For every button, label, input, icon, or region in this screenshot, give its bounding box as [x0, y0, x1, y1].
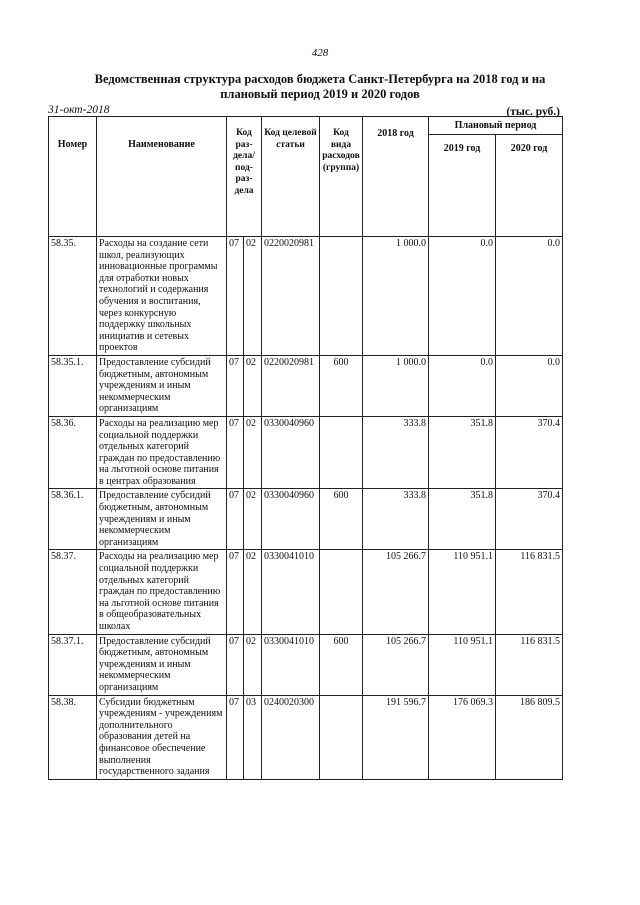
header-2018: 2018 год [363, 117, 429, 237]
row-value-2019: 0.0 [429, 355, 496, 416]
table-body [49, 237, 563, 780]
row-subsection: 02 [244, 416, 262, 489]
table-row [49, 237, 563, 356]
row-name: Расходы на создание сети школ, реализующих инновационные программы для отработки новых технологий и содержания обучения и воспитания, через конкурсную поддержку школьных инициатив и сетевых проектов [97, 237, 227, 356]
row-value-2020: 0.0 [496, 237, 563, 356]
row-target-code: 0240020300 [262, 695, 320, 779]
row-expense-type: 600 [320, 634, 363, 695]
table-row [49, 489, 563, 550]
row-value-2019: 110 951.1 [429, 550, 496, 634]
row-number: 58.37.1. [49, 634, 97, 695]
row-expense-type [320, 550, 363, 634]
row-value-2018: 333.8 [363, 416, 429, 489]
header-section-code: Код раз-дела/ под-раз-дела [227, 117, 262, 237]
row-section: 07 [227, 489, 244, 550]
row-number: 58.38. [49, 695, 97, 779]
row-expense-type: 600 [320, 489, 363, 550]
row-section: 07 [227, 355, 244, 416]
row-subsection: 02 [244, 550, 262, 634]
header-expense-type: Код вида расходов (группа) [320, 117, 363, 237]
row-section: 07 [227, 634, 244, 695]
row-target-code: 0330041010 [262, 634, 320, 695]
row-section: 07 [227, 416, 244, 489]
row-expense-type [320, 695, 363, 779]
row-number: 58.36.1. [49, 489, 97, 550]
row-section: 07 [227, 695, 244, 779]
row-name: Предоставление субсидий бюджетным, автономным учреждениям и иным некоммерческим организациям [97, 355, 227, 416]
row-value-2020: 186 809.5 [496, 695, 563, 779]
header-2019: 2019 год [429, 135, 496, 237]
row-section: 07 [227, 237, 244, 356]
units-label: (тыс. руб.) [506, 106, 560, 118]
table-row [49, 355, 563, 416]
row-section: 07 [227, 550, 244, 634]
report-date: 31-окт-2018 [48, 104, 110, 116]
row-subsection: 02 [244, 634, 262, 695]
row-target-code: 0220020981 [262, 355, 320, 416]
header-planned-period: Плановый период [429, 117, 563, 135]
table-row [49, 550, 563, 634]
row-subsection: 02 [244, 489, 262, 550]
header-number: Номер [49, 117, 97, 237]
row-value-2020: 0.0 [496, 355, 563, 416]
header-2020: 2020 год [496, 135, 563, 237]
row-name: Субсидии бюджетным учреждениям - учреждениям дополнительного образования детей на финансовое обеспечение выполнения государственного задания [97, 695, 227, 779]
row-target-code: 0220020981 [262, 237, 320, 356]
row-number: 58.35.1. [49, 355, 97, 416]
row-expense-type: 600 [320, 355, 363, 416]
header-target-code: Код целевой статьи [262, 117, 320, 237]
row-target-code: 0330040960 [262, 416, 320, 489]
page-number: 428 [311, 47, 329, 59]
row-value-2019: 351.8 [429, 416, 496, 489]
row-subsection: 03 [244, 695, 262, 779]
row-value-2020: 370.4 [496, 489, 563, 550]
row-name: Предоставление субсидий бюджетным, автономным учреждениям и иным некоммерческим организациям [97, 489, 227, 550]
row-value-2018: 1 000.0 [363, 355, 429, 416]
row-subsection: 02 [244, 355, 262, 416]
row-value-2019: 110 951.1 [429, 634, 496, 695]
row-subsection: 02 [244, 237, 262, 356]
row-value-2018: 191 596.7 [363, 695, 429, 779]
row-value-2019: 0.0 [429, 237, 496, 356]
row-value-2018: 333.8 [363, 489, 429, 550]
row-value-2020: 116 831.5 [496, 634, 563, 695]
row-number: 58.37. [49, 550, 97, 634]
row-number: 58.36. [49, 416, 97, 489]
row-value-2018: 1 000.0 [363, 237, 429, 356]
row-number: 58.35. [49, 237, 97, 356]
row-expense-type [320, 416, 363, 489]
row-value-2019: 176 069.3 [429, 695, 496, 779]
row-value-2019: 351.8 [429, 489, 496, 550]
row-target-code: 0330041010 [262, 550, 320, 634]
page-title: Ведомственная структура расходов бюджета Санкт-Петербурга на 2018 год и на плановый период 2019 и 2020 годов [94, 72, 546, 101]
budget-table [48, 116, 563, 780]
table-row [49, 634, 563, 695]
header-name: Наименование [97, 117, 227, 237]
row-name: Расходы на реализацию мер социальной поддержки отдельных категорий граждан по предоставлению на льготной основе питания в центрах образования [97, 416, 227, 489]
row-target-code: 0330040960 [262, 489, 320, 550]
table-row [49, 695, 563, 779]
row-value-2018: 105 266.7 [363, 550, 429, 634]
table-row [49, 416, 563, 489]
row-value-2018: 105 266.7 [363, 634, 429, 695]
row-expense-type [320, 237, 363, 356]
row-value-2020: 116 831.5 [496, 550, 563, 634]
row-name: Расходы на реализацию мер социальной поддержки отдельных категорий граждан по предоставлению на льготной основе питания в общеобразовательных школах [97, 550, 227, 634]
row-value-2020: 370.4 [496, 416, 563, 489]
row-name: Предоставление субсидий бюджетным, автономным учреждениям и иным некоммерческим организациям [97, 634, 227, 695]
